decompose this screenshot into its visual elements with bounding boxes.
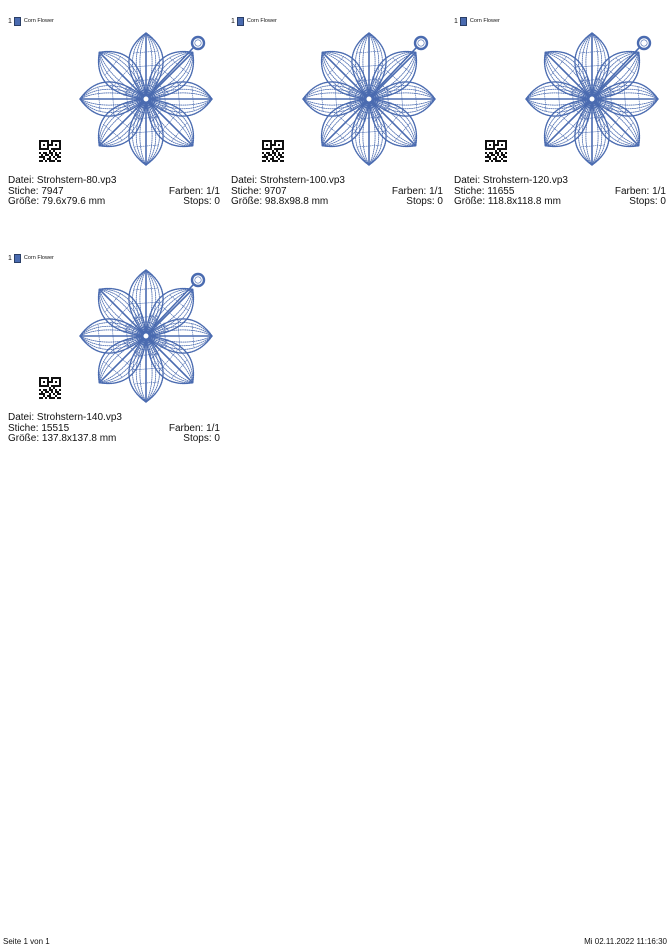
file-name: Datei: Strohstern-120.vp3 [454,175,568,186]
thread-swatch-row [8,254,54,263]
swatch-name: Corn Flower [246,18,277,24]
qr-code-icon [39,377,61,399]
thread-swatch-row [454,17,500,26]
qr-code-icon [262,140,284,162]
stop-count: Stops: 0 [629,196,666,207]
swatch-name: Corn Flower [469,18,500,24]
color-count: Farben: 1/1 [168,185,220,197]
file-name: Datei: Strohstern-140.vp3 [8,412,122,423]
file-name: Datei: Strohstern-80.vp3 [8,175,117,186]
swatch-name: Corn Flower [23,255,54,261]
design-size: Größe: 118.8x118.8 mm [454,196,561,207]
stitch-count: Stiche: 15515 [8,422,70,434]
design-info [454,176,666,208]
swatch-number: 1 [8,18,12,25]
design-card [454,15,666,230]
design-size: Größe: 137.8x137.8 mm [8,433,117,444]
stop-count: Stops: 0 [183,196,220,207]
design-card [231,15,443,230]
qr-code-icon [39,140,61,162]
flower-embroidery-preview [293,31,445,167]
flower-embroidery-preview [70,268,222,404]
design-card [8,15,220,230]
file-name: Datei: Strohstern-100.vp3 [231,175,345,186]
swatch-number: 1 [8,255,12,262]
color-count: Farben: 1/1 [391,185,443,197]
stop-count: Stops: 0 [183,433,220,444]
qr-code-icon [485,140,507,162]
print-timestamp: Mi 02.11.2022 11:16:30 [584,937,667,946]
design-card [8,252,220,467]
color-count: Farben: 1/1 [168,422,220,434]
stop-count: Stops: 0 [406,196,443,207]
design-info [8,413,220,445]
design-size: Größe: 79.6x79.6 mm [8,196,106,207]
swatch-name: Corn Flower [23,18,54,24]
stitch-count: Stiche: 7947 [8,185,64,197]
stitch-count: Stiche: 9707 [231,185,287,197]
color-swatch [460,17,467,26]
color-count: Farben: 1/1 [614,185,666,197]
color-swatch [237,17,244,26]
design-info [8,176,220,208]
swatch-number: 1 [454,18,458,25]
design-info [231,176,443,208]
color-swatch [14,17,21,26]
flower-embroidery-preview [70,31,222,167]
stitch-count: Stiche: 11655 [454,185,515,197]
thread-swatch-row [8,17,54,26]
page-number: Seite 1 von 1 [3,937,50,946]
flower-embroidery-preview [516,31,668,167]
thread-swatch-row [231,17,277,26]
swatch-number: 1 [231,18,235,25]
color-swatch [14,254,21,263]
design-size: Größe: 98.8x98.8 mm [231,196,329,207]
